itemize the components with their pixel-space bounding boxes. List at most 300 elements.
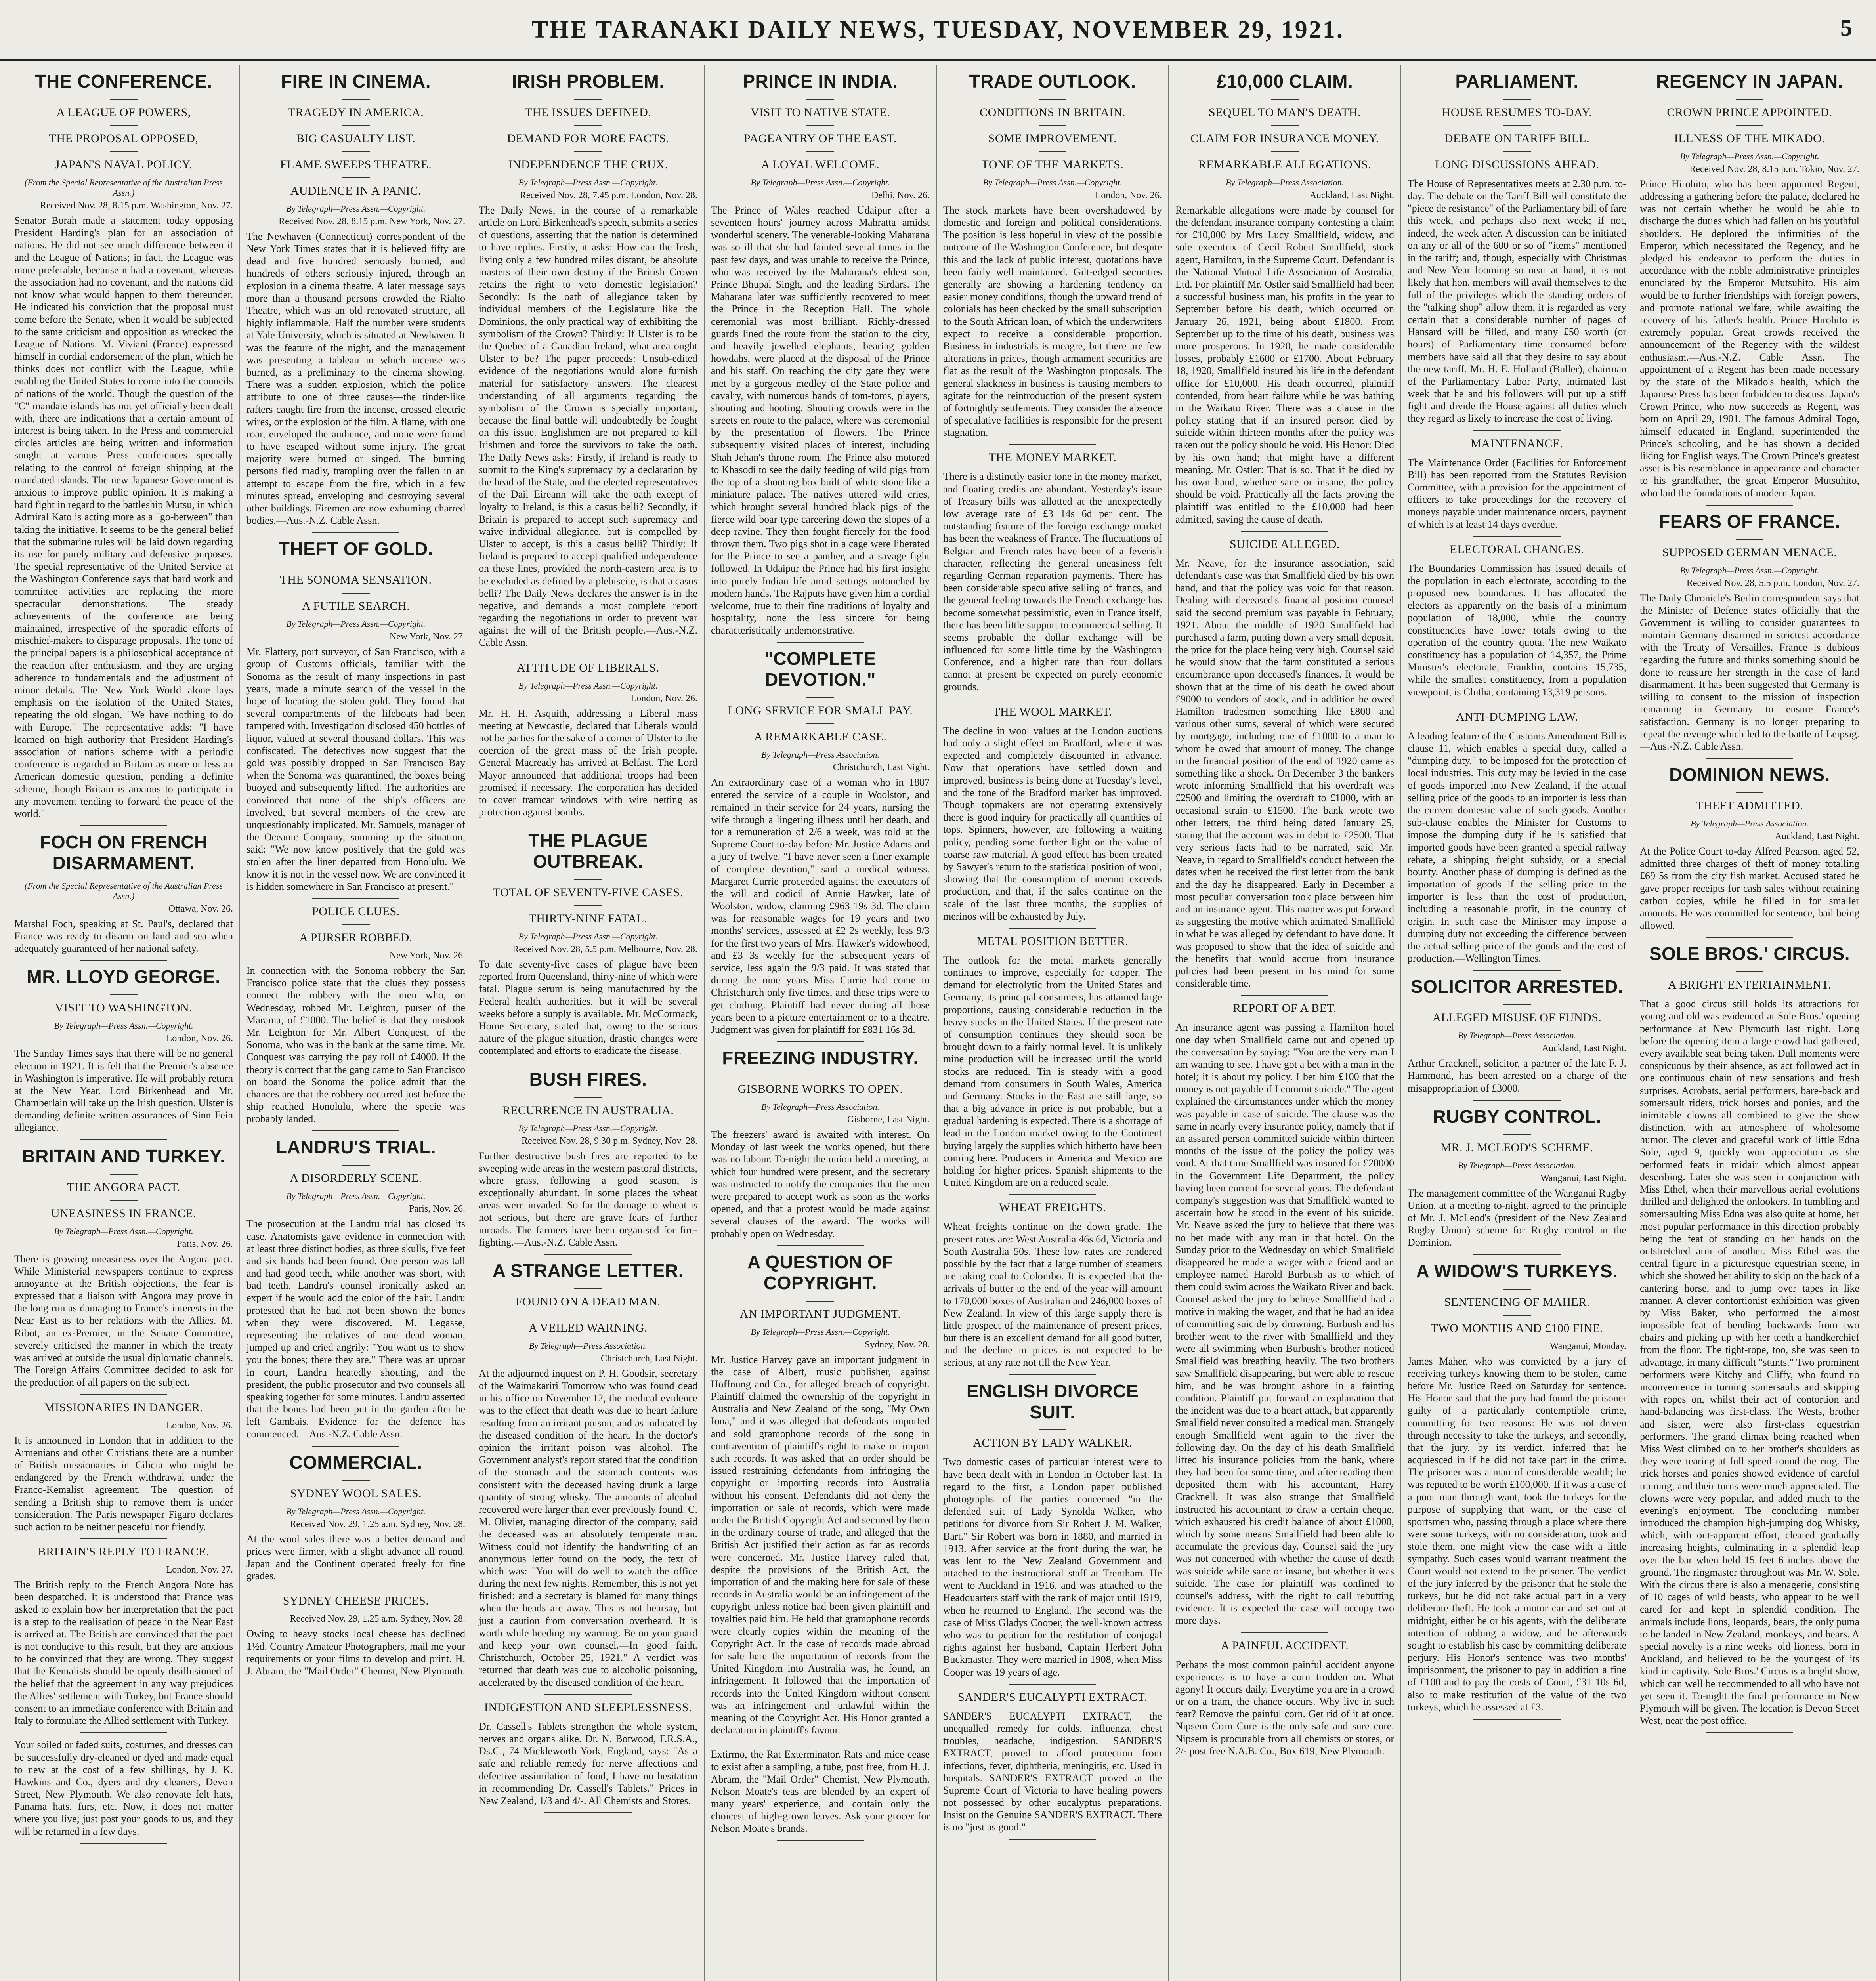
divider-rule <box>574 1288 602 1289</box>
news-story <box>14 832 233 954</box>
news-story <box>1408 542 1626 698</box>
news-story <box>479 661 697 819</box>
masthead <box>0 0 1876 61</box>
wire-credit: By Telegraph—Press Assn.—Copyright. <box>518 931 658 942</box>
story-end-rule <box>544 1254 632 1255</box>
story-body: The Daily Chronicle's Berlin correspondent says that the Minister of Defence states officially that the Government is willing to consider guarantees to maintain Germany disarmed in strictest accordance with the Treaty of Versailles. France is dubious regarding the future and thinks something should be done to reassure her strength in the case of land disarmament. It has been suggested that Germany is willing to consent to the mission of inspection remaining in Germany to ensure France's satisfaction. Germany is no longer preparing to repeat the revenge which led to the battle of Leipsig.—Aus.-N.Z. Cable Assn. <box>1640 592 1859 752</box>
wire-credit: By Telegraph—Press Assn.—Copyright. <box>1680 565 1819 575</box>
story-dateline: Received Nov. 28, 8.15 p.m. New York, Nov. 27. <box>279 216 465 227</box>
story-headline: MR. LLOYD GEORGE. <box>27 966 221 987</box>
story-dateline: Delhi, Nov. 26. <box>871 190 930 200</box>
story-subheading: INDEPENDENCE THE CRUX. <box>508 158 668 171</box>
story-headline: SOLE BROS.' CIRCUS. <box>1649 943 1850 964</box>
divider-rule <box>1736 792 1763 793</box>
divider-rule <box>1736 971 1763 972</box>
divider-rule <box>1503 1004 1531 1005</box>
story-body: Dr. Cassell's Tablets strengthen the whole system, nerves and organs alike. Dr. N. Botwood, F.R.S.A., Ds.C., 74 Mickleworth York, England, says: "As a safe and reliable remedy for nerve affections and defective assimilation of food, I have no hesitation in recommending Dr. Cassell's Tablets." Prices in New Zealand, 1/3 and 4/-. All Chemists and Stores. <box>479 1720 697 1806</box>
story-dateline: Auckland, Last Night. <box>1542 1043 1626 1054</box>
story-body: Owing to heavy stocks local cheese has declined 1½d. Country Amateur Photographers, mail me your requirements or your films to develop and print. H. J. Abram, the "Mail Order" Chemist, New Plymouth. <box>246 1628 466 1677</box>
story-body: Marshal Foch, speaking at St. Paul's, declared that France was ready to disarm on land and sea when adequately guaranteed of her national safety. <box>14 918 233 954</box>
divider-rule <box>806 697 834 698</box>
wire-credit: (From the Special Representative of the Australian Press Assn.) <box>25 880 223 901</box>
story-subheading: ELECTORAL CHANGES. <box>1450 542 1584 556</box>
story-body: The British reply to the French Angora Note has been despatched. It is understood that France was asked to explain how her interpretation that the pact is a step to the realisation of peace in the Near East is arrived at. The British are convinced that the pact is not conducive to this result, but they are anxious to be convinced that they are wrong. They suggest that the Kemalists should be openly disillusioned of the belief that the agreement in any way prejudices the Allies' settlement with Turkey, but France should consent to an immediate conference with Britain and Italy to formulate the Allied settlement with Turkey. <box>14 1579 233 1727</box>
story-subheading: SUPPOSED GERMAN MENACE. <box>1662 546 1837 559</box>
story-headline: DOMINION NEWS. <box>1669 764 1830 785</box>
story-end-rule <box>544 1812 632 1813</box>
story-body: An insurance agent was passing a Hamilton hotel one day when Smallfield came out and opened up the conversation by saying: "You are the very man I am wanting to see. I have got a bet with a man in the hotel; it is about my policy. I bet him £100 that the money is not payable if I commit suicide." The agent explained the circumstances under which the money was payable in case of suicide. The clause was the same in nearly every insurance policy, namely that if an assured person committed suicide within thirteen months of the issue of the policy the policy was void. At that time Smallfield was insured for £20000 in the Government Life Department, the policy having been current for several years. The defendant company's suggestion was that Smallfield wanted to ascertain how he stood in the event of his suicide. Mr. Neave asked the jury to believe that there was no bet made with any man in that hotel. On the Sunday prior to the Wednesday on which Smallfield disappeared he made a wager with a friend and an employee named Harold Burbush as to which of them could swim across the Waikato River and back. Counsel asked the jury to believe Smallfield had a motive in making the wager, and that he had an idea of committing suicide by drowning. Burbush and his brother went to the river with Smallfield and they were all swimming when Burbush's brother noticed Smallfield was breathing heavily. The two brothers saw Smallfield disappearing, but were able to rescue him, and he was brought ashore in a fainting condition. Plaintiff put forward an explanation that the incident was due to a heart attack, but apparently Smallfield never consulted a medical man. Strangely enough Smallfield went again to the river the following day. On the day of his death Smallfield lifted his insurance policies from the bank, where they had been for some time, and after reading them deposited them with his accountant, Harry Cracknell. It was also strange that Smallfield instructed his accountant to draw a certain cheque, which exhausted his credit balance of about £1000, which by some means Smallfield had been able to accumulate the previous day. Counsel said the jury was not concerned with whether the cause of death was suicide while sane or insane, but whether it was suicide. The case for plaintiff was confined to counsel's address, with the right to call rebutting evidence. It is expected the case will occupy two more days. <box>1175 1021 1394 1626</box>
story-subheading: BIG CASUALTY LIST. <box>296 132 416 145</box>
story-body: Remarkable allegations were made by counsel for the defendant insurance company contesting a claim for £10,000 by Mrs Lucy Smallfield, widow, and sole executrix of Cecil Robert Smallfield, stock agent, Hamilton, in the Supreme Court. Defendant is the National Mutual Life Association of Australia, Ltd. For plaintiff Mr. Ostler said Smallfield had been a successful business man, his profits in the year to September before his death, which occurred on January 26, 1921, being about £1800. From September up to the time of his death, business was more prosperous. In 1920, he made considerable losses, probably £1600 or £1700. About February 18, 1920, Smallfield insured his life in the defendant office for £10,000. His death occurred, plaintiff contended, from heart failure while he was bathing in the Waikato River. There was a clause in the policy stating that if an insured person died by suicide within thirteen months after the policy was taken out the policy should be void. His Honor: Died by his own hand; that might have a different meaning. Mr. Ostler: That is so. That if he died by his own hand, whether sane or insane, the policy should be void. Practically all the facts proving the plaintiff was entitled to the £10,000 had been admitted, saving the cause of death. <box>1175 204 1394 525</box>
divider-rule <box>342 99 370 100</box>
newspaper-columns <box>8 65 1868 1981</box>
story-body: Wheat freights continue on the down grade. The present rates are: West Australia 46s 6d, Victoria and South Australia 50s. These low rates are rendered possible by the fact that a large number of steamers are taking coal to Colombo. It is expected that the arrivals of butter to the end of the year will amount to 170,000 boxes of Australian and 246,000 boxes of New Zealand. In view of this large supply there is little prospect of the maintenance of present prices, but there is an excellent demand for all good butter, and the decline in prices is not expected to be serious, at any rate not till the New Year. <box>943 1221 1162 1368</box>
wire-credit: By Telegraph—Press Assn.—Copyright. <box>286 203 426 214</box>
news-story <box>711 71 930 636</box>
story-subheading: DEMAND FOR MORE FACTS. <box>507 132 669 145</box>
story-subheading: THIRTY-NINE FATAL. <box>529 912 648 926</box>
story-body: The decline in wool values at the London auctions had only a slight effect on Bradford, where it was expected and completely discounted in advance. Now that operations have settled down and improved, business is being done at Tuesday's level, and the tone of the Bradford market has improved. Though topmakers are not operating extensively there is good inquiry for practically all quantities of tops. Spinners, however, are following a waiting policy, pending some further light on the value of coarse raw material. A good effect has been created by Sawyer's return to the statistical position of wool, showing that the consumption of merino exceeds production, and that, if the sales continue on the scale of the last three months, the supplies of merinos will be exhausted by July. <box>943 725 1162 922</box>
story-subheading: VISIT TO WASHINGTON. <box>55 1001 193 1015</box>
story-end-rule <box>1706 505 1793 506</box>
story-headline: A STRANGE LETTER. <box>492 1260 684 1281</box>
story-body: The freezers' award is awaited with interest. On Monday of last week the works opened, but there was no labour. To-night the union held a meeting, at which four hundred were present, and the secretary was instructed to notify the companies that the men were prepared to accept work as soon as the works opened, and that a protest would be made against several clauses of the award. The works will probably open on Wednesday. <box>711 1129 930 1239</box>
story-subheading: MR. J. MCLEOD'S SCHEME. <box>1440 1141 1593 1154</box>
divider-rule <box>574 879 602 880</box>
story-dateline: Received Nov. 28, 5.5 p.m. Melbourne, Nov. 28. <box>512 944 697 955</box>
story-subheading: JAPAN'S NAVAL POLICY. <box>55 158 193 171</box>
story-subheading: FOUND ON A DEAD MAN. <box>516 1295 661 1308</box>
story-subheading: THE MONEY MARKET. <box>988 451 1117 464</box>
story-end-rule <box>312 1130 399 1131</box>
story-body: A leading feature of the Customs Amendment Bill is clause 11, which enables a special duty, called a "dumping duty," to be imposed for the protection of local industries. This duty may be levied in the case of goods imported into New Zealand, if the actual selling price of the goods to an importer is less than the current domestic value of such goods. Another sub-clause enables the Minister for Customs to impose the dumping duty if he is satisfied that imported goods have been granted a special railway rebate, a shipping freight subsidy, or a special bounty. Another phase of dumping is defined as the importation of goods if the selling price to the importer is less than the cost of production, including a reasonable profit, in the country of origin. In such case the Minister may impose a dumping duty not exceeding the difference between the actual selling price of the goods and the cost of production.—Wellington Times. <box>1408 730 1626 964</box>
story-end-rule <box>80 1732 167 1733</box>
story-end-rule <box>1241 531 1328 532</box>
news-story <box>943 71 1162 439</box>
story-subheading: FLAME SWEEPS THEATRE. <box>280 158 432 171</box>
news-story <box>711 1748 930 1834</box>
story-body: To date seventy-five cases of plague have been reported from Queensland, thirty-nine of which were fatal. Plague serum is being manufactured by the Federal health authorities, but it will be several weeks before a supply is available. Mr. McCormack, Home Secretary, stated that, owing to the serious nature of the plague situation, drastic changes were contemplated and efforts to eradicate the disease. <box>479 958 697 1057</box>
story-subheading: THE PROPOSAL OPPOSED, <box>49 132 199 145</box>
story-dateline: Wanganui, Monday. <box>1549 1341 1626 1351</box>
story-subheading: A REMARKABLE CASE. <box>754 730 887 744</box>
story-dateline: London, Nov. 26. <box>166 1420 233 1431</box>
news-story <box>479 1260 697 1689</box>
story-dateline: Auckland, Last Night. <box>1775 831 1859 842</box>
newspaper-column <box>705 65 937 1981</box>
story-end-rule <box>777 1840 864 1841</box>
divider-rule <box>574 905 602 906</box>
wire-credit: By Telegraph—Press Assn.—Copyright. <box>286 1191 426 1201</box>
divider-rule <box>342 177 370 178</box>
story-body: The Newhaven (Connecticut) correspondent of the New York Times states that it is believed fifty are dead and five hundred seriously burned, and hundreds of others seriously injured, through an explosion in a cinema theatre. A later message says more than a thousand persons crowded the Rialto Theatre, which was an old renovated structure, all highly inflammable. Half the number were students at Yale University, which is situated at Newhaven. It was the feature of the night, and the management was presenting a tableau in which incense was burned, as a preliminary to the cinema showing. There was a sudden explosion, which the police attribute to one of three causes—the tinder-like rafters caught fire from the incense, crossed electric wires, or the explosion of the film. A flame, with one roar, enveloped the audience, and none were found to have escaped without some injury. The great majority were burned or singed. The burning persons fled madly, trampling over the fallen in an attempt to escape from the fire, which in a few minutes spread, enveloping and destroying several other buildings. Firemen are now exhuming charred bodies.—Aus.-N.Z. Cable Assn. <box>246 230 465 527</box>
story-subheading: ACTION BY LADY WALKER. <box>973 1436 1132 1450</box>
story-subheading: CONDITIONS IN BRITAIN. <box>980 105 1125 119</box>
wire-credit: By Telegraph—Press Association. <box>1225 177 1344 187</box>
news-story <box>14 1401 233 1533</box>
story-body: An extraordinary case of a woman who in 1887 entered the service of a couple in Woolston, and remained in their service for 24 years, nursing the wife through a lingering illness until her death, and for a remuneration of 2/6 a week, was told at the Supreme Court to-day before Mr. Justice Adams and a jury of twelve. "I have never seen a finer example of complete devotion," said a medical witness. Margaret Currie proceeded against the executors of the will and codicil of Annie Hawker, late of Woolston, widow, claiming £963 19s 3d. The claim was for reasonable wages for 19 years and two months' services, assessed at £2 2s weekly, less 9/3 for the first two years of Mrs. Hawker's widowhood, and £3 3s weekly for the subsequent years of service, less again the 9/3 paid. It was stated that during the nine years Miss Currie had come to Christchurch only five times, and these trips were to get clothing. Plaintiff had never during all those years been to a picture entertainment or to a theatre. Judgment was given for plaintiff for £831 16s 3d. <box>711 777 930 1035</box>
divider-rule <box>110 1200 138 1201</box>
news-story <box>1640 943 1859 1727</box>
story-dateline: Sydney, Nov. 28. <box>864 1339 930 1350</box>
story-subheading: METAL POSITION BETTER. <box>976 934 1129 948</box>
story-end-rule <box>80 1394 167 1395</box>
wire-credit: By Telegraph—Press Assn.—Copyright. <box>54 1021 193 1031</box>
wire-credit: By Telegraph—Press Assn.—Copyright. <box>518 1123 658 1133</box>
story-subheading: TOTAL OF SEVENTY-FIVE CASES. <box>493 886 683 899</box>
news-story <box>1408 1261 1626 1713</box>
story-body: The Daily News, in the course of a remarkable article on Lord Birkenhead's speech, submits a series of questions, asserting that the nation is determined to have replies. Firstly, it asks: How can the Irish, living only a few hundred miles distant, be absolute masters of their own destiny if the British Crown retains the right to veto domestic legislation? Secondly: Is the oath of allegiance taken by individual members of the Legislature like the Dominions, the only practical way of exhibiting the symbolism of the Crown? Thirdly: If Ulster is to be the Quebec of a Canadian Ireland, what area ought Ulster to be? The paper proceeds: Unsub-edited evidence of the negotiations would alone furnish material for satisfactory answers. The clearest understanding of all arguments regarding the symbolism of the Crown is specially important, because the final battle will undoubtedly be fought on this issue. Englishmen are not prepared to kill Irishmen and force the survivors to take the oath. The Daily News asks: Firstly, if Ireland is ready to submit to the King's supremacy by a declaration by the head of the State, and the elected representatives of the Dail Eireann will take the oath except of loyalty to Ireland, is this a casus belli? Secondly, if Britain is prepared to accept such supremacy and waive individual allegiance, but is compelled by Ulster to accept, is this a casus belli? Thirdly: If Ireland is prepared to accept qualified independence on these lines, provided the north-eastern area is to be excluded as defined by a plebiscite, is that a casus belli? The Daily News declares the answer is in the negative, and demands a most complete report regarding the negotiations in order to prevent war against the will of the British people.—Aus.-N.Z. Cable Assn. <box>479 204 697 649</box>
divider-rule <box>1039 151 1066 152</box>
story-dateline: London, Nov. 27. <box>166 1565 233 1575</box>
news-story <box>1640 71 1859 499</box>
story-body: SANDER'S EUCALYPTI EXTRACT, the unequalled remedy for colds, influenza, chest troubles, headache, indigestion. SANDER'S EXTRACT, proved to afford protection from infections, fever, diphtheria, meningitis, etc. Used in hospitals. SANDER'S EXTRACT proved at the Supreme Court of Victoria to have healing powers not possessed by other eucalyptus preparations. Insist on the Genuine SANDER'S EXTRACT. There is no "just as good." <box>943 1710 1162 1833</box>
divider-rule <box>342 1480 370 1481</box>
story-dateline: Received Nov. 29, 1.25 a.m. Sydney, Nov. 28. <box>290 1614 465 1624</box>
divider-rule <box>342 1165 370 1166</box>
story-headline: REGENCY IN JAPAN. <box>1656 71 1843 92</box>
news-story <box>14 966 233 1134</box>
divider-rule <box>806 151 834 152</box>
wire-credit: By Telegraph—Press Assn.—Copyright. <box>751 177 890 187</box>
story-body: The stock markets have been overshadowed by domestic and foreign and political considerations. The position is less hopeful in view of the possible outcome of the Washington Conference, but despite this and the lack of public interest, quotations have been fairly well maintained. Gilt-edged securities generally are showing a hardening tendency on easier money conditions, though the upward trend of colonials has been checked by the small subscription to the South African loan, of which the underwriters expect to receive a considerable proportion. Business in industrials is meagre, but there are few alterations in prices, though armament securities are flat as the result of the Washington proposals. The general slackness in business is causing members to agitate for the reintroduction of the present system of fortnightly settlements. They consider the absence of speculative facilities is responsible for the present stagnation. <box>943 204 1162 439</box>
story-subheading: THEFT ADMITTED. <box>1696 799 1803 812</box>
story-end-rule <box>1706 758 1793 759</box>
story-headline: FOCH ON FRENCH DISARMAMENT. <box>40 832 208 873</box>
story-body: In connection with the Sonoma robbery the San Francisco police state that the clues they possess connect the robbery with the men who, on Wednesday, robbed Mr. Leighton, purser of the Marama, of £1000. The belief is that they mistook Mr. Leighton for Mr. Albert Conquest, of the Sonoma, who was in the bank at the same time. Mr. Conquest was carrying the pay roll of £4000. If the theory is correct that the gang came to San Francisco on board the Sonoma the police admit that the chances are that the robbery occurred just before the ship reached Honolulu, where the specie was probably landed. <box>246 965 465 1125</box>
story-body: Senator Borah made a statement today opposing President Harding's plan for an association of nations. He did not see much difference between it and the League of Nations; in fact, the League was more preferable, because it had a covenant, whereas the association had no covenant, and the nations did not know what would happen to them thereunder. He indicated his conviction that the proposal must come before the Senate, when it would be subjected to the same criticism and opposition as wrecked the League of Nations. M. Viviani (France) expressed himself in cordial endorsement of the plan, which he thinks does not conflict with the League, while enabling the United States to come into the councils of nations of the world. Though the question of the "C" mandate islands has not yet officially been dealt with, there are indications that a certain amount of interest is being taken. In the Press and commercial circles articles are being written and information sought at various Press conferences specially relating to the control of foreign shipping at the mandated islands. The new Japanese Government is anxious to improve public opinion. It is making a hard fight in regard to the battleship Mutsu, in which Admiral Kato is acting more as a "go-between" than taking the initiative. It seems to be the general belief that the submarine rules will be laid down regarding its use for purely military and defensive purposes. The special representative of the United Service at the Washington Conference says that hard work and committee activities are replacing the more spectacular demonstrations. The steady achievements of the conference are being maintained, irrespective of the sporadic efforts of mischief-makers to disparage proposals. The tone of the principal papers is a philosophical acceptance of the reaction after enthusiasm, and they are urging adherence to fundamentals and the adjustment of minor details. The New York World alone lays emphasis on the isolation of the United States, repeating the old slogan, "We have nothing to do with Europe." The representative adds: "I have learned on high authority that President Harding's association of nations scheme with a periodic conference is regarded in Britain as more or less an American domestic question, pending a definite scheme, though Britain is anxious to participate in any movement tending to forward the peace of the world." <box>14 214 233 819</box>
divider-rule <box>1503 1289 1531 1290</box>
story-headline: IRISH PROBLEM. <box>512 71 665 92</box>
divider-rule <box>1503 1315 1531 1316</box>
divider-rule <box>574 125 602 126</box>
divider-rule <box>574 99 602 100</box>
story-body: That a good circus still holds its attractions for young and old was evidenced at Sole Bros.' opening performance at New Plymouth last night. Long before the opening item a large crowd had gathered, every available seat being taken. Dull moments were conspicuous by their absence, as act followed act in one continuous chain of new sensations and fresh surprises. Acrobats, aerial performers, bare-back and somersault riders, trick horses and ponies, and the inimitable clowns all combined to give the show distinction, with an atmosphere of wholesome humor. The clever and graceful work of little Edna Sole, aged 9, quickly won appreciation as she performed feats in midair which almost appear describing. Later she was seen in conjunction with Miss Ethel, when their marvellous aerial evolutions thrilled and delighted the onlookers. In tumbling and somersaulting Miss Edna was also quite at home, her most popular performance in this direction probably being the feat of standing on her hands on the outstretched arm of another. Miss Ethel was the central figure in a picturesque equestrian scene, in which she showed her ability to skip on the back of a cantering horse, and to jump over tapes in like manner. A clever contortionist exhibition was given by Miss Baker, who performed the almost impossible feat of bending backwards from two chairs and picking up with her teeth a handkerchief from the floor. The tight-rope, too, she was seen to advantage, in many difficult "stunts." Two prominent performers were Kitchy and Cliffy, who found no inconvenience in turning somersaults and skipping with ropes on, whilst their act of contortion and hand-balancing was first-class. The Wests, brother and sister, were also first-class equestrian performers. The grand climax being reached when Miss West climbed on to her brother's shoulders as they were tearing at full speed round the ring. The trick horses and ponies showed evidence of careful training, and their turns were much appreciated. The clowns were very popular, and added much to the evening's enjoyment. The concluding number introduced the champion high-jumping dog Whisky, which, with out-apparent effort, cleared gradually increasing heights, culminating in a splendid leap over the bar when held 15 feet 6 inches above the ground. The ringmaster throughout was Mr. W. Sole. With the circus there is also a menagerie, consisting of 10 cages of wild beasts, who appear to be well cared for and kept in splendid condition. The animals include lions, leopards, bears, the only puma to be landed in New Zealand, monkeys, and bears. A special novelty is a nine weeks' old lioness, born in Auckland, and believed to be the youngest of its kind in captivity. Sole Bros.' Circus is a bright show, which can well be recommended to all who have not yet seen it. To-night the final performance in New Plymouth will be given. The location is Devon Street West, near the post office. <box>1640 998 1859 1727</box>
wire-credit: By Telegraph—Press Assn.—Copyright. <box>983 177 1122 187</box>
story-body: Mr. Justice Harvey gave an important judgment in the case of Albert, music publisher, against Hoffnung and Co., for alleged breach of copyright. Plaintiff claimed the ownership of the copyright in Australia and New Zealand of the song, "My Own Iona," and it was alleged that defendants imported and sold gramophone records of the song in contravention of plaintiff's right to make or import such records. It was asked that an order should be issued restraining defendants from infringing the copyright or importing records into Australia without his consent. Defendants did not deny the importation or sale of records, which were made under the British Copyright Act and secured by them in the ordinary course of trade, and alleged that the British Act justified their action as far as records were concerned. Mr. Justice Harvey ruled that, despite the provisions of the British Act, the importation of and the making here for sale of these records in Australia would be an infringement of the copyright unless notice had been given plaintiff and royalties paid him. He held that gramophone records were clearly copies within the meaning of the Copyright Act. In the case of records made abroad for sale here the importation of records from the United Kingdom into Australia was, he found, an infringement. It followed that the importation of records into the United Kingdom without consent was an infringement and unlawful within the meaning of the Copyright Act. His Honor granted a declaration in plaintiff's favour. <box>711 1353 930 1736</box>
wire-credit: By Telegraph—Press Assn.—Copyright. <box>54 1226 193 1236</box>
story-subheading: AUDIENCE IN A PANIC. <box>290 184 422 197</box>
story-body: Perhaps the most common painful accident anyone experiences is to have a corn trodden on. What agony! It occurs daily. Everytime you are in a crowd or on a tram, the chance occurs. Why live in such fear? Remove the painful corn. Get rid of it at once. Nipsem Corn Cure is the only safe and sure cure. Nipsem is procurable from all chemists or stores, or 2/- post free N.A.B. Co., Box 619, New Plymouth. <box>1175 1658 1394 1757</box>
divider-rule <box>110 1174 138 1175</box>
news-story <box>246 905 465 1125</box>
story-body: The Maintenance Order (Facilities for Enforcement Bill) has been reported from the Statutes Revision Committee, with a provision for the appointment of officers to take proceedings for the recovery of moneys payable under maintenance orders, payment of which is at least 14 days overdue. <box>1408 456 1626 530</box>
story-dateline: Paris, Nov. 26. <box>409 1204 465 1214</box>
story-subheading: BRITAIN'S REPLY TO FRANCE. <box>38 1545 210 1559</box>
story-subheading: SEQUEL TO MAN'S DEATH. <box>1208 105 1361 119</box>
story-end-rule <box>1706 1732 1793 1733</box>
story-subheading: A LEAGUE OF POWERS, <box>56 105 191 119</box>
story-end-rule <box>80 1139 167 1140</box>
story-headline: THEFT OF GOLD. <box>278 538 434 559</box>
story-end-rule <box>1009 1839 1096 1840</box>
news-story <box>14 1545 233 1727</box>
news-story <box>711 1252 930 1737</box>
news-story <box>1408 1106 1626 1249</box>
story-subheading: THE ISSUES DEFINED. <box>525 105 651 119</box>
story-body: Mr. Neave, for the insurance association, said defendant's case was that Smallfield died by his own hand, and that the policy was void for that reason. Dealing with deceased's financial position counsel said the second premium was payable in February, 1921. About the middle of 1920 Smallfield had purchased a farm, putting down a very small deposit, the price for the place being very high. Counsel said he would show that the farm constituted a serious encumbrance upon deceased's finances. It would be shown that at the time of his death he owed about £9000 to vendors of stock, and in addition he owed Hamilton tradesmen something like £800 and various other sums, several of which were secured by mortgage, including one of £1000 to a man to whom he owed that amount of money. The change in the financial position of the end of 1920 came as something like a shock. On December 3 the bankers wrote informing Smallfield that his overdraft was £2500 and limiting the overdraft to £1000, with an occasional strain to £1500. The bank wrote two other letters, the third being dated January 25, stating that the account was in debit to £2500. That very serious facts had to be narrated, said Mr. Neave, in regard to Smallfield's conduct between the dates when he received the first letter from the bank and the day he disappeared. Early in December a most peculiar conversation took place between him and an insurance agent. This matter was put forward as suggesting the motive which animated Smallfield in what he was alleged by defendant to have done. It was proposed to show that the idea of suicide and the benefits that would accrue from insurance policies had been present in his mind for some considerable time. <box>1175 557 1394 989</box>
story-body: Two domestic cases of particular interest were to have been dealt with in London in October last. In regard to the first, a London paper published photographs of the parties concerned "in the defended suit of Lady Synolda Walker, who petitions for divorce from Sir Robert J. M. Walker, Bart." Sir Robert was born in 1880, and married in 1913. After service at the front during the war, he was lent to the New Zealand Government and attached to the instructional staff at Trentham. He went to Auckland in 1916, and was attached to the Headquarters staff with the rank of major until 1919, when he returned to England. The second was the case of Miss Gladys Cooper, the well-known actress who was to petition for the restitution of conjugal rights against her husband, Captain Herbert John Buckmaster. They were married in 1908, when Miss Cooper was 19 years of age. <box>943 1456 1162 1678</box>
divider-rule <box>1039 99 1066 100</box>
story-subheading: REMARKABLE ALLEGATIONS. <box>1198 158 1372 171</box>
story-end-rule <box>1009 1194 1096 1195</box>
story-end-rule <box>1241 1632 1328 1633</box>
newspaper-column <box>1401 65 1633 1981</box>
news-story <box>246 71 465 527</box>
story-headline: SOLICITOR ARRESTED. <box>1411 976 1623 997</box>
story-dateline: Gisborne, Last Night. <box>847 1115 930 1125</box>
news-story <box>479 1069 697 1248</box>
news-story <box>1640 764 1859 931</box>
story-dateline: Received Nov. 29, 1.25 a.m. Sydney, Nov. 28. <box>290 1519 465 1529</box>
story-end-rule <box>1009 1374 1096 1375</box>
story-subheading: GISBORNE WORKS TO OPEN. <box>737 1082 903 1096</box>
story-subheading: AN IMPORTANT JUDGMENT. <box>739 1307 901 1321</box>
story-end-rule <box>312 532 399 533</box>
story-subheading: THE ANGORA PACT. <box>67 1180 180 1194</box>
news-story <box>246 1594 465 1677</box>
story-body: Prince Hirohito, who has been appointed Regent, addressing a gathering before the palace, declared he was not certain whether he would be able to discharge the duties which had fallen on his youthful shoulders. He deplored the infirmities of the Emperor, which necessitated the Regency, and he pledged his endeavor to perform the duties in accordance with the noble administrative principles enunciated by the Emperor Mutsuhito. His aim would be to further friendships with foreign powers, and promote national welfare, while awaiting the recovery of his father's health. Prince Hirohito is extremely popular. Great crowds received the announcement of the Regency with the wildest enthusiasm.—Aus.-N.Z. Cable Assn. The appointment of a Regent has been made necessary by the state of the Mikado's health, which the Japanese Press has been forbidden to discuss. Japan's Crown Prince, who now succeeds as Regent, was born on April 29, 1901. The famous Admiral Togo, himself educated in England, superintended the Prince's schooling, and he has shown a decided liking for English ways. The Crown Prince's greatest asset is his resemblance in appearance and character to his grandfather, the great Emperor Mutsuhito, who laid the foundations of modern Japan. <box>1640 178 1859 499</box>
newspaper-column <box>1169 65 1401 1981</box>
news-story <box>1408 71 1626 425</box>
news-story <box>479 830 697 1057</box>
news-story <box>943 705 1162 922</box>
divider-rule <box>806 1301 834 1302</box>
story-end-rule <box>1009 444 1096 445</box>
story-subheading: A FUTILE SEARCH. <box>302 599 410 613</box>
story-end-rule <box>1706 937 1793 938</box>
news-story <box>711 648 930 1036</box>
story-body: At the Police Court to-day Alfred Pearson, aged 52, admitted three charges of theft of money totalling £69 5s from the city fish market. Accused stated he gave proper receipts for cash sales without retaining carbon copies, while he filled in for smaller amounts. He was committed for sentence, bail being allowed. <box>1640 845 1859 931</box>
story-subheading: DEBATE ON TARIFF BILL. <box>1444 132 1590 145</box>
story-body: The Sunday Times says that there will be no general election in 1921. It is felt that the Premier's absence in Washington is imperative. He will probably return at the New Year. Lord Birkenhead and Mr. Chamberlain will take up the Irish question. Ulster is demanding definite written assurances of Sinn Fein allegiance. <box>14 1048 233 1134</box>
page-number: 5 <box>1840 15 1852 41</box>
story-body: The outlook for the metal markets generally continues to improve, especially for copper. The demand for electrolytic from the United States and Germany, its principal consumers, has attained large proportions, causing considerable reduction in the heavy stocks in the United States. If the present rate of consumption continues they should soon be brought down to a fairly normal level. It is unlikely mine production will be increased until the world stocks are reduced. Tin is steady with a good demand from consumers in South Wales, America and Germany. Stocks in the East are still large, so that a big advance in price is not probable, but a gradual hardening is expected. There is a shortage of lead in the London market owing to the Continent buying largely the supplies which hitherto have been coming here. Producers in America and Mexico are holding for higher prices. Spanish shipments to the United Kingdom are on a reduced scale. <box>943 954 1162 1189</box>
newspaper-column <box>8 65 240 1981</box>
story-body: Arthur Cracknell, solicitor, a partner of the late F. J. Hammond, has been arrested on a charge of the misappropriation of £3000. <box>1408 1057 1626 1094</box>
story-dateline: Received Nov. 28, 8.15 p.m. Tokio, Nov. 27. <box>1689 164 1859 174</box>
story-body: It is announced in London that in addition to the Armenians and other Christians there are a number of British missionaries in Cilicia who might be endangered by the French withdrawal under the Franco-Kemalist agreement. The question of sending a British ship to remove them is under consideration. The Paris newspaper Figaro declares such action to be neither peaceful nor friendly. <box>14 1434 233 1533</box>
story-end-rule <box>1473 970 1561 971</box>
story-headline: FREEZING INDUSTRY. <box>722 1048 919 1069</box>
story-end-rule <box>1473 1254 1561 1255</box>
story-dateline: New York, Nov. 27. <box>389 632 465 642</box>
story-subheading: TRAGEDY IN AMERICA. <box>288 105 424 119</box>
newspaper-title: THE TARANAKI DAILY NEWS, TUESDAY, NOVEMBER 29, 1921. <box>531 16 1345 43</box>
story-end-rule <box>1009 1684 1096 1685</box>
story-body: There is growing uneasiness over the Angora pact. While Ministerial newspapers continue to express annoyance at the British objections, the fear is expressed that a liaison with Angora may prove in the long run as damaging to France's interests in the Near East as to her relations with the Allies. M. Ribot, an ex-Premier, in the Senate Committee, severely criticised the manner in which the treaty was arrived at outside the usual diplomatic channels. The Foreign Affairs Committee decided to ask for the production of all papers on the subject. <box>14 1253 233 1388</box>
story-end-rule <box>1009 928 1096 929</box>
news-story <box>246 1137 465 1440</box>
wire-credit: By Telegraph—Press Assn.—Copyright. <box>286 1506 426 1516</box>
story-headline: BUSH FIRES. <box>529 1069 647 1090</box>
story-subheading: A LOYAL WELCOME. <box>761 158 880 171</box>
story-subheading: CROWN PRINCE APPOINTED. <box>1667 105 1832 119</box>
news-story <box>1175 1001 1394 1626</box>
story-body: The Prince of Wales reached Udaipur after a seventeen hours' journey across Mahratta amidst wonderful scenery. The venerable-looking Maharana was so ill that she had fainted several times in the past few days, and was unable to receive the Prince, who was received by the Maharana's eldest son, Prince Bhupal Singh, and the leading Sirdars. The Maharana later was sufficiently recovered to meet the Prince in the Reception Hall. The whole ceremonial was most brilliant. Richly-dressed guards lined the route from the station to the city, and heavily jewelled elephants, bearing golden howdahs, were placed at the disposal of the Prince and his staff. On reaching the city gate they were met by a gorgeous medley of the State police and cavalry, with numerous bands of tom-toms, players, shouting and hooting. Shouting crowds were in the streets en route to the palace, where was ceremonial by the presentation of flowers. The Prince subsequently visited places of interest, including Shah Jehan's throne room. The Prince also motored to Khasodi to see the daily feeding of wild pigs from the top of a shooting box built of white stone like a miniature palace. The natives uttered wild cries, which brought several hundred black pigs of the fierce wild boar type careering down the slopes of a deep ravine. They then fought fiercely for the food thrown them. Two pigs shot in a cage were liberated for the Prince to see a panther, and a savage fight followed. In Udaipur the Prince had his first insight into purely Indian life amid settings untouched by modern hands. The Rajputs have given him a cordial welcome, true to their fine traditions of loyalty and hospitality, none the less sincere for being characteristically undemonstrative. <box>711 204 930 636</box>
story-headline: THE PLAGUE OUTBREAK. <box>528 830 648 872</box>
story-dateline: London, Nov. 26. <box>1095 190 1162 200</box>
news-story <box>943 1690 1162 1834</box>
story-end-rule <box>777 1041 864 1042</box>
wire-credit: By Telegraph—Press Association. <box>1458 1031 1576 1041</box>
news-story <box>711 1048 930 1240</box>
story-end-rule <box>1241 995 1328 996</box>
news-story <box>246 1452 465 1582</box>
story-end-rule <box>1473 1719 1561 1720</box>
story-subheading: MISSIONARIES IN DANGER. <box>44 1401 203 1414</box>
story-headline: LANDRU'S TRIAL. <box>275 1137 436 1158</box>
newspaper-column <box>240 65 472 1981</box>
story-body: The House of Representatives meets at 2.30 p.m. to-day. The debate on the Tariff Bill will constitute the "piece de resistance" of the Parliamentary bill of fare this week, and perhaps also next week; if not, indeed, the week after. A discussion can be initiated on any or all of the 600 or so of "items" mentioned in the tariff; and, though, especially with Christmas and New Year looming so near at hand, it is not likely that hon. members will avail themselves to the full of the privileges which the standing orders of the "talking shop" allow them, it is regarded as very certain that a considerable number of pages of Hansard will be filled, and many £50 worth (or hours) of Parliamentary time consumed before members have said all that they desire to say about the new tariff. Mr. H. E. Holland (Buller), chairman of the Parliamentary Labor Party, intimated last week that he and his followers will put up a stiff fight and divide the House against all duties which they regard as likely to increase the cost of living. <box>1408 177 1626 424</box>
story-subheading: ANTI-DUMPING LAW. <box>1456 710 1578 723</box>
story-headline: TRADE OUTLOOK. <box>969 71 1136 92</box>
story-subheading: ALLEGED MISUSE OF FUNDS. <box>1432 1011 1602 1025</box>
story-subheading: SENTENCING OF MAHER. <box>1444 1295 1590 1309</box>
story-body: There is a distinctly easier tone in the money market, and floating credits are abundant. Yesterday's issue of Treasury bills was allotted at the unexpectedly low average rate of £3 14s 6d per cent. The outstanding feature of the foreign exchange market has been the weakness of France. The fluctuations of Belgian and French rates have been of a feverish character, reflecting the general uneasiness felt regarding German reparation payments. There has been considerable speculative selling of francs, and the general feeling towards the French exchange has become somewhat pessimistic, even in France itself, there has been little support to commercial selling. It seems probable the dollar exchange will be influenced for some little time by the Washington Conference, and a higher rate than four dollars cannot at present be expected on purely economic grounds. <box>943 471 1162 693</box>
wire-credit: By Telegraph—Press Assn.—Copyright. <box>518 680 658 691</box>
divider-rule <box>1736 99 1763 100</box>
wire-credit: By Telegraph—Press Association. <box>1690 818 1809 828</box>
story-subheading: WHEAT FREIGHTS. <box>999 1201 1106 1214</box>
news-story <box>1640 511 1859 752</box>
story-end-rule <box>1473 430 1561 431</box>
divider-rule <box>806 125 834 126</box>
story-subheading: A DISORDERLY SCENE. <box>290 1172 422 1185</box>
wire-credit: By Telegraph—Press Assn.—Copyright. <box>518 177 658 187</box>
divider-rule <box>1503 125 1531 126</box>
divider-rule <box>574 1097 602 1098</box>
news-story <box>943 450 1162 693</box>
story-dateline: Received Nov. 28, 8.15 p.m. Washington, Nov. 27. <box>40 200 233 211</box>
divider-rule <box>1736 125 1763 126</box>
divider-rule <box>342 924 370 925</box>
story-dateline: Received Nov. 28, 5.5 p.m. London, Nov. 27. <box>1686 578 1859 588</box>
story-headline: £10,000 CLAIM. <box>1216 71 1353 92</box>
story-headline: BRITAIN AND TURKEY. <box>22 1145 225 1166</box>
news-story <box>943 1381 1162 1678</box>
divider-rule <box>342 151 370 152</box>
divider-rule <box>342 593 370 594</box>
story-subheading: SUICIDE ALLEGED. <box>1230 537 1340 551</box>
story-headline: RUGBY CONTROL. <box>1433 1106 1601 1127</box>
story-headline: "COMPLETE DEVOTION." <box>764 648 876 690</box>
divider-rule <box>1271 99 1299 100</box>
story-subheading: VISIT TO NATIVE STATE. <box>751 105 890 119</box>
story-end-rule <box>777 642 864 643</box>
story-subheading: A VEILED WARNING. <box>529 1321 648 1334</box>
story-subheading: ILLNESS OF THE MIKADO. <box>1674 132 1825 145</box>
story-body: Further destructive bush fires are reported to be sweeping wide areas in the western pastoral districts, where grass, following a good season, is exceptionally abundant. In some places the wheat areas were invaded. So far the damage to wheat is not serious, but there are grave fears of further inroads. The farmers have been organised for fire-fighting.—Aus.-N.Z. Cable Assn. <box>479 1150 697 1248</box>
story-headline: FEARS OF FRANCE. <box>1659 511 1840 532</box>
story-end-rule <box>80 960 167 961</box>
news-story <box>246 538 465 893</box>
story-headline: ENGLISH DIVORCE SUIT. <box>966 1380 1139 1422</box>
story-end-rule <box>312 1446 399 1447</box>
story-end-rule <box>312 898 399 899</box>
story-headline: COMMERCIAL. <box>289 1452 422 1473</box>
story-subheading: INDIGESTION AND SLEEPLESSNESS. <box>484 1700 692 1714</box>
divider-rule <box>1271 125 1299 126</box>
story-body: At the wool sales there was a better demand and prices were firmer, with a slight advance all round. Japan and the Continent operated freely for fine grades. <box>246 1533 465 1582</box>
divider-rule <box>110 151 138 152</box>
story-body: Your soiled or faded suits, costumes, and dresses can be successfully dry-cleaned or dyed and made equal to new at the cost of a few shillings, by J. K. Hawkins and Co., dyers and dry cleaners, Devon Street, New Plymouth. We also renovate felt hats, Panama hats, furs, etc. Now, it does not matter where you live; just post your goods to us, and they will be returned in a few days. <box>14 1739 233 1837</box>
story-body: The prosecution at the Landru trial has closed its case. Anatomists gave evidence in connection with at least three distinct bodies, as three skulls, five feet and six hands had been found. One person was tall and had good teeth, while another was short, with bad teeth. Landru's counsel ironically asked an expert if he would add the color of the hair. Landru protested that he had not been shown the bones when they were discovered. M. Legasse, representing the relatives of one dead woman, jumped up and cried angrily: "You want us to show you the bones; there they are." There was an uproar in court, Landru heatedly shouting, and the president, the public prosecutor and two counsels all speaking together for some minutes. Landru asserted that the bones had been put in the garden after he left Gambais. Evidence for the defence has commenced.—Aus.-N.Z. Cable Assn. <box>246 1218 465 1440</box>
story-body: Extirmo, the Rat Exterminator. Rats and mice cease to exist after a sampling, a tube, post free, from H. J. Abram, the "Mail Order" Chemist, New Plymouth. Nelson Moate's teas are blended by an expert of many years' experience, and contain only the choicest of high-grown leaves. Ask your grocer for Nelson Moate's brands. <box>711 1748 930 1834</box>
news-story <box>14 1146 233 1389</box>
news-story <box>479 71 697 649</box>
story-end-rule <box>1473 536 1561 537</box>
story-body: Mr. Flattery, port surveyor, of San Francisco, with a group of Customs officials, familiar with the Sonoma as the result of many inspections in past years, made a minute search of the vessel in the hope of locating the stolen gold. They found that several compartments of the lifeboats had been tampered with. Investigation disclosed 450 bottles of liquor, valued at several thousand dollars. This was confiscated. The detectives now suggest that the gold was possibly dropped in San Francisco Bay when the Sonoma was quarantined, the boxes being buoyed and subsequently lifted. The authorities are convinced that none of the ship's officers are involved, but several members of the crew are unquestionably implicated. Mr. Samuels, manager of the Oceanic Company, summing up the situation, said: "We now know positively that the gold was stolen after the liner departed from Honolulu. We know it is not in the vessel now. We are convinced it is hidden somewhere in San Francisco at present." <box>246 646 465 892</box>
news-story <box>943 934 1162 1189</box>
story-end-rule <box>544 1694 632 1695</box>
wire-credit: (From the Special Representative of the Australian Press Assn.) <box>25 177 223 198</box>
story-subheading: SYDNEY CHEESE PRICES. <box>283 1594 429 1608</box>
story-subheading: UNEASINESS IN FRANCE. <box>51 1206 197 1220</box>
story-subheading: TONE OF THE MARKETS. <box>981 158 1124 171</box>
story-subheading: CLAIM FOR INSURANCE MONEY. <box>1190 132 1379 145</box>
story-headline: FIRE IN CINEMA. <box>281 71 431 92</box>
news-story <box>1408 437 1626 531</box>
newspaper-column <box>1633 65 1866 1981</box>
story-body: Mr. H. H. Asquith, addressing a Liberal mass meeting at Newcastle, declared that Liberals would not be parties for the sake of a corner of Ulster to the coercion of the great mass of the Irish people. General Macready has arrived at Belfast. The Lord Mayor announced that additional troops had been promised if necessary. The corporation has decided to cover tramcar windows with wire netting as protection against bombs. <box>479 707 697 818</box>
story-subheading: A PURSER ROBBED. <box>299 931 413 945</box>
divider-rule <box>1039 1429 1066 1430</box>
story-subheading: SANDER'S EUCALYPTI EXTRACT. <box>958 1690 1147 1704</box>
wire-credit: By Telegraph—Press Association. <box>529 1340 648 1351</box>
story-dateline: Paris, Nov. 26. <box>177 1239 233 1249</box>
story-subheading: RECURRENCE IN AUSTRALIA. <box>502 1103 674 1117</box>
story-dateline: New York, Nov. 26. <box>389 950 465 961</box>
story-headline: PARLIAMENT. <box>1455 71 1579 92</box>
divider-rule <box>342 125 370 126</box>
story-subheading: A PAINFUL ACCIDENT. <box>1221 1639 1349 1652</box>
story-dateline: Wanganui, Last Night. <box>1540 1173 1626 1183</box>
wire-credit: By Telegraph—Press Assn.—Copyright. <box>751 1326 890 1337</box>
story-subheading: THE WOOL MARKET. <box>993 705 1112 718</box>
story-body: The Boundaries Commission has issued details of the population in each electorate, according to the proposed new boundaries. It has allocated the electors as apparently on the basis of a minimum population of 18,000, while the country constituencies have lower totals owing to the operation of the country quota. The new Waikato constituency has a population of 14,357, the Prime Minister's electorate, Franklin, contains 15,735, while the smallest constituency, from a population viewpoint, is Clutha, containing 13,319 persons. <box>1408 562 1626 698</box>
story-end-rule <box>80 1538 167 1539</box>
story-dateline: London, Nov. 26. <box>166 1033 233 1044</box>
story-subheading: SOME IMPROVEMENT. <box>988 132 1117 145</box>
story-subheading: PAGEANTRY OF THE EAST. <box>743 132 897 145</box>
newspaper-column <box>472 65 705 1981</box>
story-dateline: London, Nov. 26. <box>630 693 697 704</box>
news-story <box>1408 976 1626 1094</box>
news-story <box>1175 71 1394 525</box>
news-story <box>1175 537 1394 990</box>
divider-rule <box>1039 125 1066 126</box>
story-subheading: MAINTENANCE. <box>1471 437 1563 450</box>
story-body: The management committee of the Wanganui Rugby Union, at a meeting to-night, agreed to the principle of Mr. J. McLeod's (president of the New Zealand Rugby Union) scheme for Rugby control in the Dominion. <box>1408 1187 1626 1248</box>
divider-rule <box>110 994 138 995</box>
story-subheading: A BRIGHT ENTERTAINMENT. <box>1668 978 1831 992</box>
story-dateline: Auckland, Last Night. <box>1309 190 1394 200</box>
divider-rule <box>806 99 834 100</box>
story-subheading: SYDNEY WOOL SALES. <box>290 1487 422 1500</box>
news-story <box>14 1739 233 1838</box>
story-end-rule <box>80 825 167 826</box>
news-story <box>1175 1639 1394 1758</box>
news-story <box>14 71 233 820</box>
story-end-rule <box>777 1245 864 1246</box>
news-story <box>943 1200 1162 1368</box>
divider-rule <box>1271 151 1299 152</box>
story-subheading: TWO MONTHS AND £100 FINE. <box>1431 1321 1603 1335</box>
divider-rule <box>1503 1134 1531 1135</box>
story-headline: PRINCE IN INDIA. <box>743 71 898 92</box>
story-body: James Maher, who was convicted by a jury of receiving turkeys knowing them to be stolen, came before Mr. Justice Reed on Saturday for sentence. His Honor said that the jury had found the prisoner guilty of a particularly contemptible crime, committing for two reasons: He was not driven through necessity to take the turkeys, and secondly, that the jury, by its verdict, inferred that he acquiesced in if he did not take part in the crime. The prisoner was a man of considerable wealth; he was reputed to be worth £100,000. If it was a case of a poor man through want, took the turkeys for the purpose of supplying that want, or the case of sportsmen who, passing through a place where there were some turkeys, with no consideration, took and stole them, one might view the case with a little sympathy. Such cases would warrant treatment the Court would not extend to the prisoner. The verdict of the jury inferred by the prisoner that he stole the turkeys, but he did not take actual part in a very deliberate theft. He took a motor car and set out at midnight, either he or his agents, with the deliberate intention of robbing a widow, and he afterwards sought to establish his case by committing deliberate perjury. His Honor's sentence was two months' imprisonment, the prisoner to pay in addition a fine of £100 and to pay the costs of Court, £31 10s 6d, also to make restitution of the value of the two turkeys, which he assessed at £3. <box>1408 1355 1626 1713</box>
